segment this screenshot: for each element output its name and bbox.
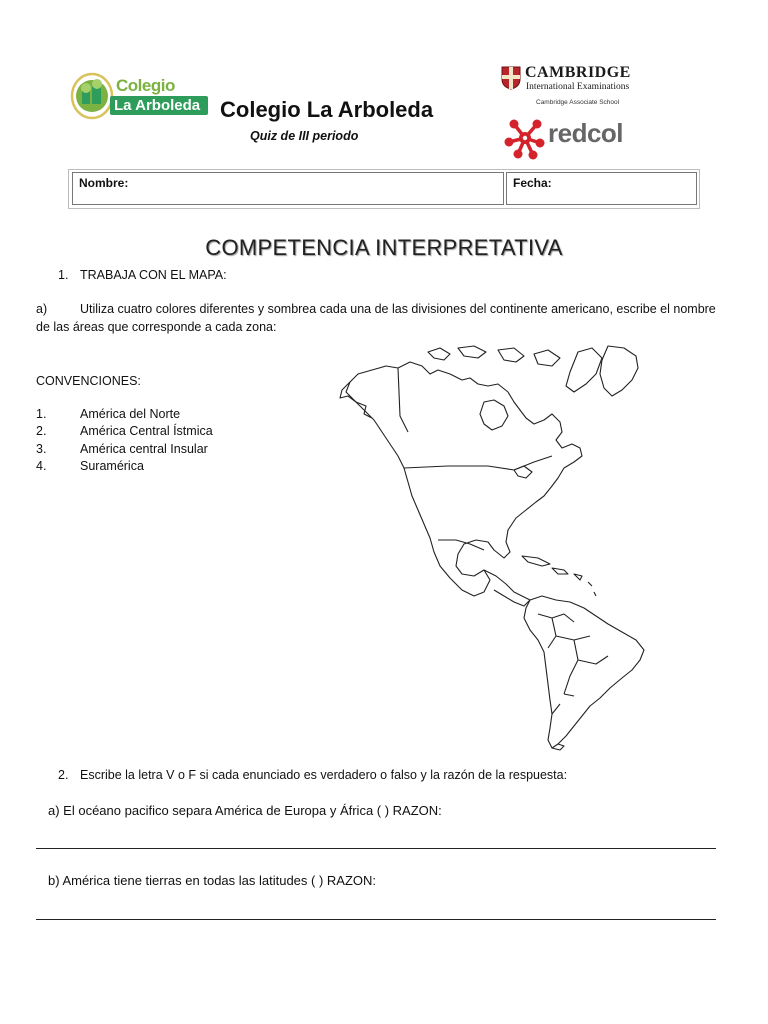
alaska-border (398, 368, 408, 432)
redcol-wordmark: redcol (548, 118, 624, 148)
question-2-number: 2. (58, 768, 69, 782)
caribbean-islands (522, 556, 596, 596)
convention-label: América del Norte (80, 407, 181, 421)
great-lakes (514, 466, 532, 478)
cambridge-associate-label: Cambridge Associate School (536, 99, 620, 106)
convention-label: Suramérica (80, 459, 144, 473)
cambridge-wordmark: CAMBRIDGE (525, 64, 631, 81)
cambridge-subtitle: International Examinations (526, 82, 630, 92)
answer-line-a[interactable] (36, 848, 716, 849)
conventions-title: CONVENCIONES: (36, 374, 141, 388)
north-america-outline (346, 362, 582, 596)
logo-word-colegio: Colegio (116, 76, 175, 95)
greenland-outline (600, 346, 638, 396)
name-label: Nombre: (79, 176, 129, 190)
question-1-text: TRABAJA CON EL MAPA: (80, 268, 227, 282)
canada-us-border (404, 456, 552, 470)
question-1a-text-line-2: de las áreas que corresponde a cada zona: (36, 320, 277, 334)
statement-b: b) América tiene tierras en todas las latitudes ( ) RAZON: (48, 873, 377, 888)
question-1a-text-line-1: Utiliza cuatro colores diferentes y sombrea cada una de las divisiones del continente americano, escribe el nombre (80, 302, 716, 316)
convention-number: 2. (36, 424, 47, 438)
quiz-subtitle: Quiz de III periodo (250, 129, 359, 143)
south-america-borders (538, 614, 608, 714)
south-america-outline (524, 596, 644, 748)
central-america-outline (484, 570, 530, 606)
hudson-bay (480, 400, 508, 430)
question-2-text: Escribe la letra V o F si cada enunciado es verdadero o falso y la razón de la respuesta: (80, 768, 568, 782)
americas-outline-map (338, 344, 668, 752)
convention-label: América Central Ístmica (80, 424, 213, 438)
convention-number: 4. (36, 459, 47, 473)
section-heading: COMPETENCIA INTERPRETATIVA (205, 235, 563, 260)
statement-a: a) El océano pacifico separa América de Europa y África ( ) RAZON: (48, 803, 442, 818)
answer-line-b[interactable] (36, 919, 716, 920)
convention-label: América central Insular (80, 442, 208, 456)
school-title: Colegio La Arboleda (220, 97, 434, 122)
question-1a-letter: a) (36, 302, 48, 316)
date-field[interactable] (506, 172, 697, 205)
arctic-islands (428, 346, 602, 392)
redcol-network-icon (504, 116, 546, 160)
logo-word-la-arboleda: La Arboleda (110, 96, 208, 115)
date-label: Fecha: (513, 176, 552, 190)
convention-number: 3. (36, 442, 47, 456)
question-1-number: 1. (58, 268, 69, 282)
name-field[interactable] (72, 172, 504, 205)
convention-number: 1. (36, 407, 47, 421)
cambridge-shield-icon (501, 66, 521, 90)
